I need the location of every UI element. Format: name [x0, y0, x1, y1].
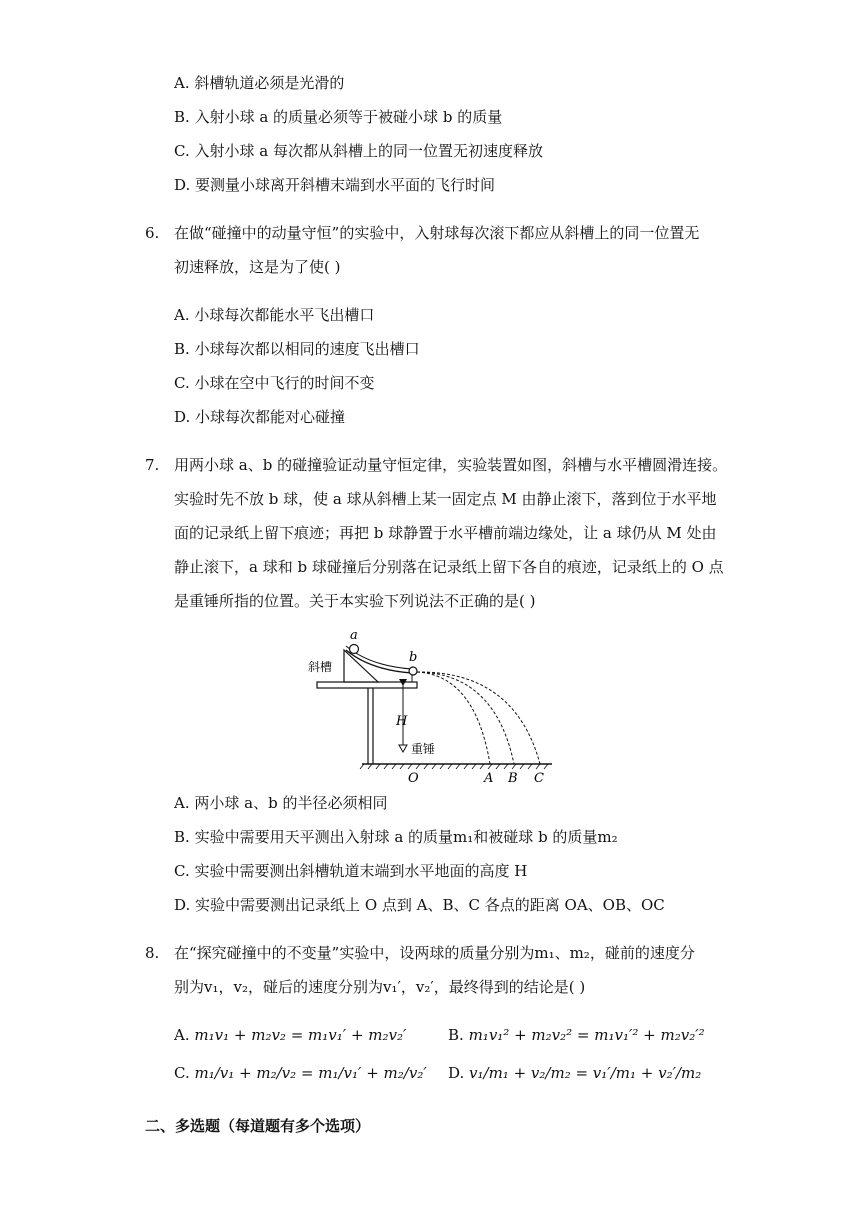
q6-option-c: C. 小球在空中飞行的时间不变 — [174, 374, 375, 392]
ball-b — [409, 667, 417, 675]
q8-stem-line2: 别为v₁，v₂，碰后的速度分别为v₁′，v₂′，最终得到的结论是( ) — [174, 978, 586, 996]
label-C: C — [534, 771, 544, 785]
label-chute: 斜槽 — [308, 660, 333, 674]
q8-option-d: D. v₁/m₁ + v₂/m₂ = v₁′/m₁ + v₂′/m₂ — [448, 1064, 702, 1082]
label-O: O — [408, 771, 419, 785]
q7-option-a: A. 两小球 a、b 的半径必须相同 — [174, 794, 388, 812]
q6-option-d: D. 小球每次都能对心碰撞 — [174, 408, 346, 426]
q5-option-b: B. 入射小球 a 的质量必须等于被碰小球 b 的质量 — [174, 108, 503, 126]
label-A: A — [484, 771, 494, 785]
label-weight: 重锤 — [411, 742, 436, 756]
label-B: B — [508, 771, 518, 785]
chute-support — [344, 650, 378, 682]
q5-option-c: C. 入射小球 a 每次都从斜槽上的同一位置无初速度释放 — [174, 142, 543, 160]
q5-option-a: A. 斜槽轨道必须是光滑的 — [174, 74, 345, 92]
label-H: H — [396, 714, 408, 729]
q6-option-a: A. 小球每次都能水平飞出槽口 — [174, 306, 375, 324]
trajectories — [417, 672, 540, 764]
q7-number: 7. — [145, 456, 160, 474]
q7-stem-line2: 实验时先不放 b 球，使 a 球从斜槽上某一固定点 M 由静止滚下，落到位于水平地 — [174, 490, 717, 508]
q7-stem-line3: 面的记录纸上留下痕迹；再把 b 球静置于水平槽前端边缘处，让 a 球仍从 M 处由 — [174, 524, 717, 542]
q8-option-c: C. m₁/v₁ + m₂/v₂ = m₁/v₁′ + m₂/v₂′ — [174, 1064, 427, 1082]
q6-number: 6. — [145, 224, 160, 242]
q6-stem-line1: 在做“碰撞中的动量守恒”的实验中，入射球每次滚下都应从斜槽上的同一位置无 — [174, 224, 700, 242]
q5-option-d: D. 要测量小球离开斜槽末端到水平面的飞行时间 — [174, 176, 496, 194]
experiment-figure — [300, 625, 560, 785]
label-b: b — [409, 650, 418, 665]
q7-option-d: D. 实验中需要测出记录纸上 O 点到 A、B、C 各点的距离 OA、OB、OC — [174, 896, 665, 914]
section-heading-multiple-choice: 二、多选题（每道题有多个选项） — [145, 1117, 371, 1135]
q8-option-a: A. m₁v₁ + m₂v₂ = m₁v₁′ + m₂v₂′ — [174, 1026, 407, 1044]
plumb-bob — [399, 745, 407, 752]
ball-a — [350, 645, 359, 654]
q6-stem-line2: 初速释放，这是为了使( ) — [174, 258, 341, 276]
q8-stem-line1: 在“探究碰撞中的不变量”实验中，设两球的质量分别为m₁、m₂，碰前的速度分 — [174, 944, 695, 962]
q8-option-b: B. m₁v₁² + m₂v₂² = m₁v₁′² + m₂v₂′² — [448, 1026, 705, 1044]
q7-stem-line5: 是重锤所指的位置。关于本实验下列说法不正确的是( ) — [174, 592, 536, 610]
label-a: a — [350, 628, 358, 643]
q8-number: 8. — [145, 944, 160, 962]
q7-stem-line4: 静止滚下，a 球和 b 球碰撞后分别落在记录纸上留下各自的痕迹，记录纸上的 O 点 — [174, 558, 724, 576]
q7-option-c: C. 实验中需要测出斜槽轨道末端到水平地面的高度 H — [174, 862, 528, 880]
q7-option-b: B. 实验中需要用天平测出入射球 a 的质量m₁和被碰球 b 的质量m₂ — [174, 828, 618, 846]
q6-option-b: B. 小球每次都以相同的速度飞出槽口 — [174, 340, 420, 358]
q7-stem-line1: 用两小球 a、b 的碰撞验证动量守恒定律，实验装置如图，斜槽与水平槽圆滑连接。 — [174, 456, 728, 474]
